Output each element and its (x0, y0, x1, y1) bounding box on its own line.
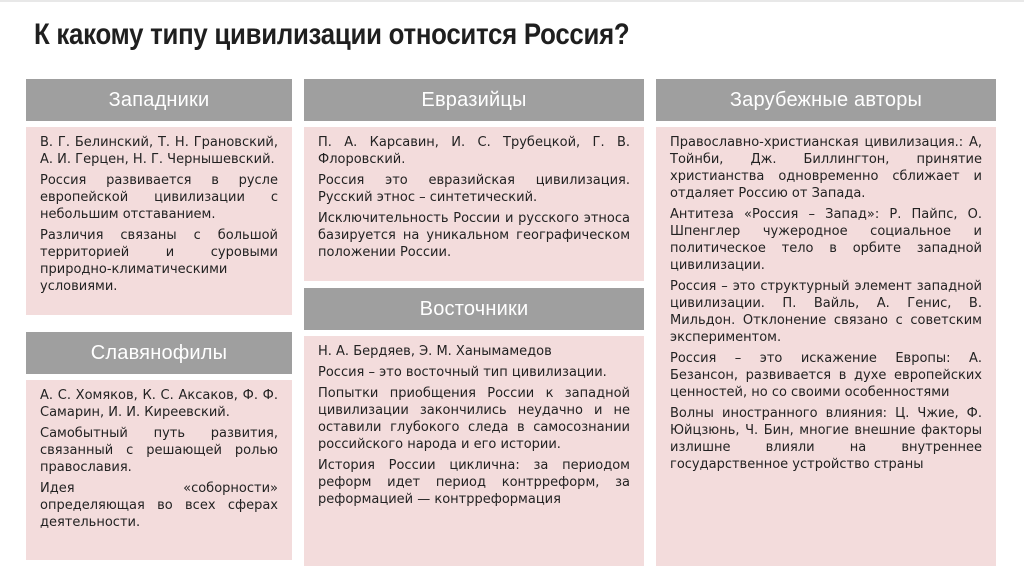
paragraph: Россия развивается в русле европейской цивилизации с небольшим отставанием. (40, 173, 278, 222)
paragraph: Различия связаны с большой территорией и суровыми природно-климатическими условиями. (40, 228, 278, 294)
card-header-zapadniki: Западники (26, 79, 292, 121)
card-evraziytsy (304, 79, 644, 281)
card-header-evraziytsy: Евразийцы (304, 79, 644, 121)
paragraph: Попытки приобщения России к западной цивилизации закончились неудачно и не оставили глубокого следа в самосознании российского народа и его истории. (318, 386, 630, 452)
paragraph: П. А. Карсавин, И. С. Трубецкой, Г. В. Флоровский. (318, 135, 630, 167)
paragraph: Россия – это искажение Европы: А. Безансон, развивается в духе европейских ценностей, но со своими особенностями (670, 351, 982, 400)
paragraph: А. С. Хомяков, К. С. Аксаков, Ф. Ф. Самарин, И. И. Киреевский. (40, 388, 278, 420)
card-header-zarubezhnye: Зарубежные авторы (656, 79, 996, 121)
card-zarubezhnye (656, 79, 996, 566)
paragraph: Идея «соборности» определяющая во всех сферах деятельности. (40, 481, 278, 530)
card-body-evraziytsy (304, 127, 644, 281)
paragraph: Антитеза «Россия – Запад»: Р. Пайпс, О. Шпенглер чужеродное социальное и политическое тело в орбите западной цивилизации. (670, 207, 982, 273)
paragraph: Россия – это восточный тип цивилизации. (318, 365, 607, 380)
paragraph: Исключительность России и русского этноса базируется на уникальном географическом положении России. (318, 211, 630, 260)
card-body-zarubezhnye (656, 127, 996, 566)
card-body-slavyanofily (26, 380, 292, 560)
paragraph: В. Г. Белинский, Т. Н. Грановский, А. И. Герцен, Н. Г. Чернышевский. (40, 135, 278, 167)
paragraph: Православно-христианская цивилизация.: А, Тойнби, Дж. Биллингтон, принятие христианства одновременно сближает и отдаляет Россию от Запада. (670, 135, 982, 201)
card-vostochniki (304, 288, 644, 566)
paragraph: Самобытный путь развития, связанный с решающей ролью православия. (40, 426, 278, 475)
paragraph: История России циклична: за периодом реформ идет период контрреформ, за реформацией — контрреформация (318, 458, 630, 507)
card-body-vostochniki (304, 336, 644, 566)
page-title: К какому типу цивилизации относится Россия? (34, 18, 630, 51)
card-body-zapadniki (26, 127, 292, 315)
top-divider (0, 0, 1024, 2)
paragraph: Россия это евразийская цивилизация. Русский этнос – синтетический. (318, 173, 630, 205)
card-header-slavyanofily: Славянофилы (26, 332, 292, 374)
paragraph: Россия – это структурный элемент западной цивилизации. П. Вайль, А. Генис, В. Мильдон. Отклонение связано с советским экспериментом. (670, 279, 982, 345)
card-header-vostochniki: Восточники (304, 288, 644, 330)
paragraph: Волны иностранного влияния: Ц. Чжие, Ф. Юйцзюнь, Ч. Бин, многие внешние факторы излишне влияли на внутреннее государственное устройство страны (670, 406, 982, 472)
paragraph: Н. А. Бердяев, Э. М. Ханымамедов (318, 344, 552, 359)
card-zapadniki (26, 79, 292, 315)
card-slavyanofily (26, 332, 292, 560)
